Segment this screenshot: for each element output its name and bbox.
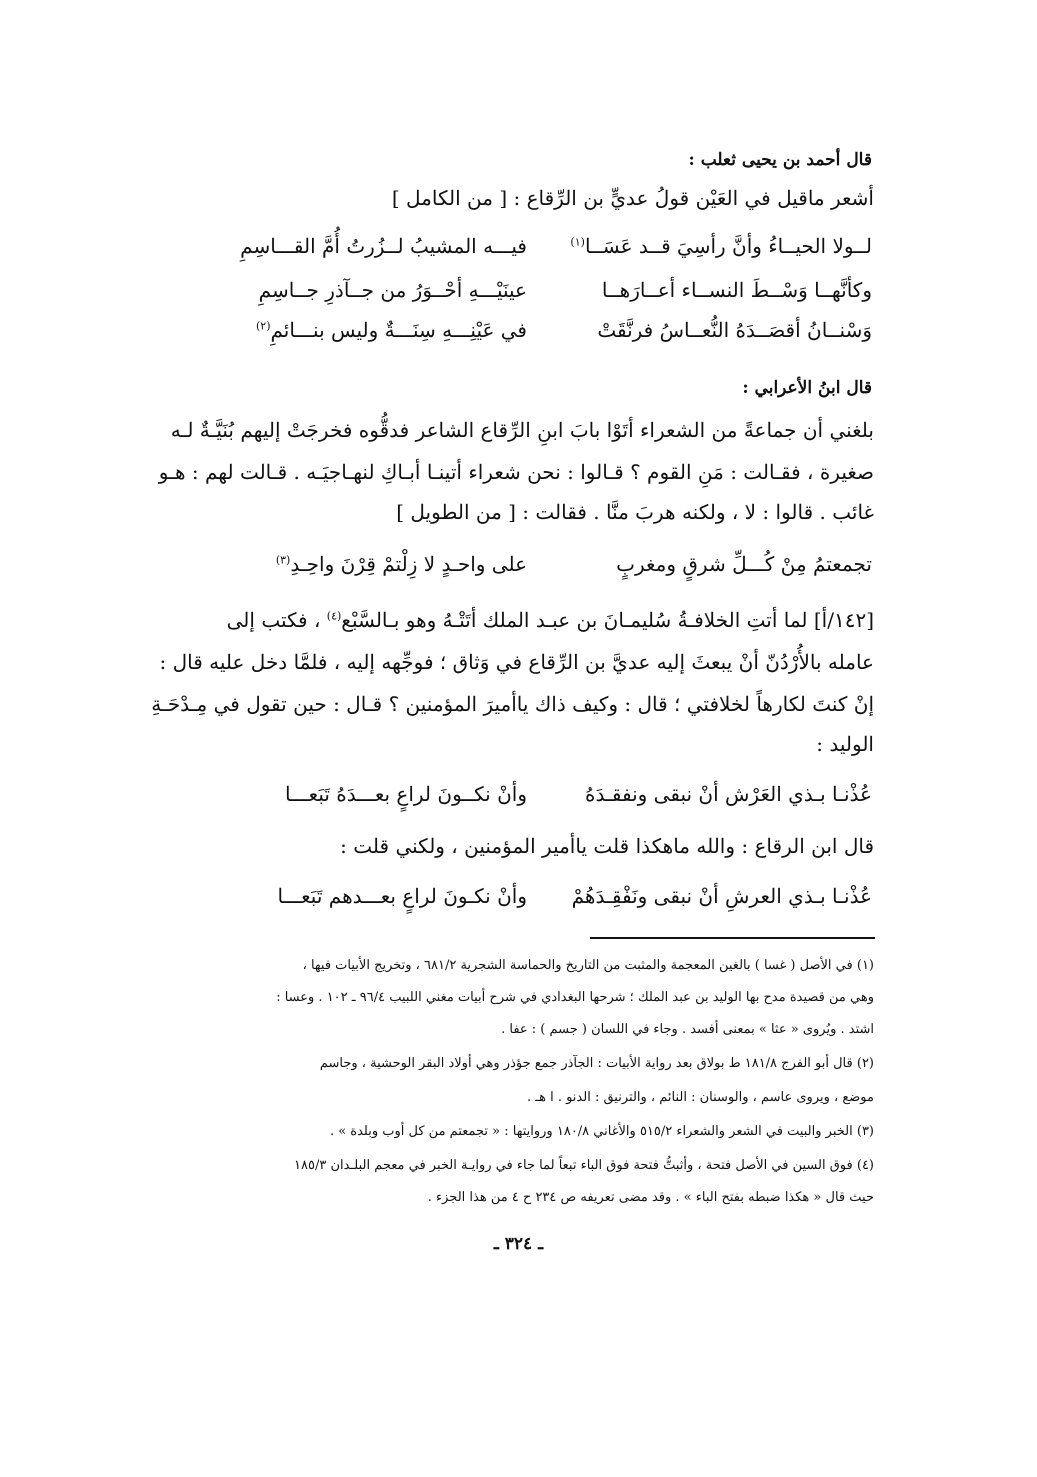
verse-hemistich: فيـــه المشيبُ لــزُرتُ أُمَّ القـــاسِمِ xyxy=(240,234,527,258)
footnote-line: (٤) فوق السين في الأصل فتحة ، وأثبتُّ فتحة فوق الباء تبعاً لما جاء في روايـة الخبر في معجم البلـدان ١٨٥/٣ xyxy=(294,1158,874,1173)
verse-hemistich: وأنْ نكــونَ لراعٍ بعـــدَهُ تَبَعـــا xyxy=(285,782,527,806)
footnote-line: (١) في الأصل ( غسا ) بالغين المعجمة والمثبت من التاريخ والحماسة الشجرية ٦٨١/٢ ، وتخريج الأبيات فيها ، xyxy=(302,958,874,973)
paragraph-line: [١٤٢/أ] لما أتتِ الخلافـةُ سُليمـانَ بن عبـد الملك أتَتْـهُ وهو بـالسَّبْع$^{(٤)}$ ، فكتب إلى xyxy=(226,608,874,632)
verse-hemistich: لــولا الحيــاءُ وأنَّ رأسِيَ قــد عَسَــا$^{(١)}$ xyxy=(570,234,872,258)
section-heading-thalab: قال أحمد بن يحيى ثعلب : xyxy=(688,150,872,170)
footnote-line: (٣) الخبر والبيت في الشعر والشعراء ٥١٥/٢ والأغاني ١٨٠/٨ وروايتها : « تجمعتم من كل أوب وبلدة » . xyxy=(329,1124,874,1139)
paragraph-line: إنْ كنتَ لكارهاً لخلافتي ؛ قال : وكيف ذاك ياأميرَ المؤمنين ؟ قـال : حين تقول في مِـدْحَـةِ xyxy=(151,692,874,716)
footnote-line: حيث قال « هكذا ضبطه بفتح الباء » . وقد مضى تعريفه ص ٢٣٤ ح ٤ من هذا الجزء . xyxy=(427,1190,874,1205)
paragraph-line: الوليد : xyxy=(816,732,874,756)
footnote-line: (٢) قال أبو الفرج ١٨١/٨ ط بولاق بعد رواية الأبيات : الجآذر جمع جؤذر وهي أولاد البقر الوحشية ، وجاسم xyxy=(319,1056,874,1071)
intro-line: أشعر ماقيل في العَيْن قولُ عديٍّ بن الرِّقاع : [ من الكامل ] xyxy=(391,186,874,210)
verse-hemistich: عُذْنـا بـذي العرشِ أنْ نبقى ونَفْقِـدَهُمْ xyxy=(571,884,872,908)
paragraph-line: صغيرة ، فقـالت : مَنِ القوم ؟ قـالوا : نحن شعراء أتينـا أبـاكِ لنهـاجيَـه . قـالت لهم : هـو xyxy=(158,460,874,484)
paragraph-line: غائب . قالوا : لا ، ولكنه هربَ منَّا . فقالت : [ من الطويل ] xyxy=(396,500,874,524)
verse-hemistich: عُذْنـا بـذي العَرْش أنْ نبقى ونفقـدَهُ xyxy=(585,782,872,806)
verse-hemistich: وأنْ نكـونَ لراعٍ بعـــدهم تَبَعـــا xyxy=(277,884,527,908)
footnote-line: وهي من قصيدة مدح بها الوليد بن عبد الملك ؛ شرحها البغدادي في شرح أبيات مغني اللبيب ٩٦/٤ ـ ١٠٢ . وعسا : xyxy=(276,990,874,1005)
verse-hemistich: عينَيْـــهِ أحْــوَرُ من جــآذرِ جــاسِمِ xyxy=(258,278,527,302)
section-heading-ibn-al-arabi: قال ابنُ الأعرابي : xyxy=(742,378,872,398)
verse-hemistich: تجمعتمُ مِنْ كُـــلِّ شرقٍ ومغربٍ xyxy=(616,552,872,576)
verse-hemistich: وكأنَّهــا وَسْــطَ النســاء أعــارَهــا xyxy=(601,278,872,302)
verse-hemistich: على واحـدٍ لا زِلْتمْ قِرْنَ واحِـدِ$^{(٣)}$ xyxy=(275,552,527,576)
paragraph-line: بلغني أن جماعةً من الشعراء أتَوْا بابَ ابنِ الرِّقاع الشاعر فدقُّوه فخرجَتْ إليهم بُنَيَّـةٌ لـه xyxy=(170,418,874,442)
verse-hemistich: في عَيْنِـــهِ سِنَـــةٌ وليس بنـــائمِ$^{(٢)}$ xyxy=(255,318,527,342)
paragraph-line: قال ابن الرقاع : والله ماهكذا قلت ياأمير المؤمنين ، ولكني قلت : xyxy=(340,834,874,858)
footnote-separator xyxy=(590,937,875,939)
footnote-line: اشتد . ويُروى « عثا » بمعنى أفسد . وجاء في اللسان ( جسم ) : عفا . xyxy=(501,1022,874,1037)
page-number: ـ ٣٢٤ ـ xyxy=(493,1234,544,1254)
footnote-line: موضع ، ويروى عاسم ، والوسنان : النائم ، والترنيق : الدنو . ا هـ . xyxy=(527,1090,874,1105)
verse-hemistich: وَسْنــانُ أقصَــدَهُ النُّعــاسُ فرنَّقَتْ xyxy=(597,318,872,342)
paragraph-line: عامله بالأُرْدُنّ أنْ يبعثَ إليه عديَّ بن الرِّقاع في وَثاق ؛ فوجِّهه إليه ، فلمَّا دخل عليه قال : xyxy=(159,650,874,674)
